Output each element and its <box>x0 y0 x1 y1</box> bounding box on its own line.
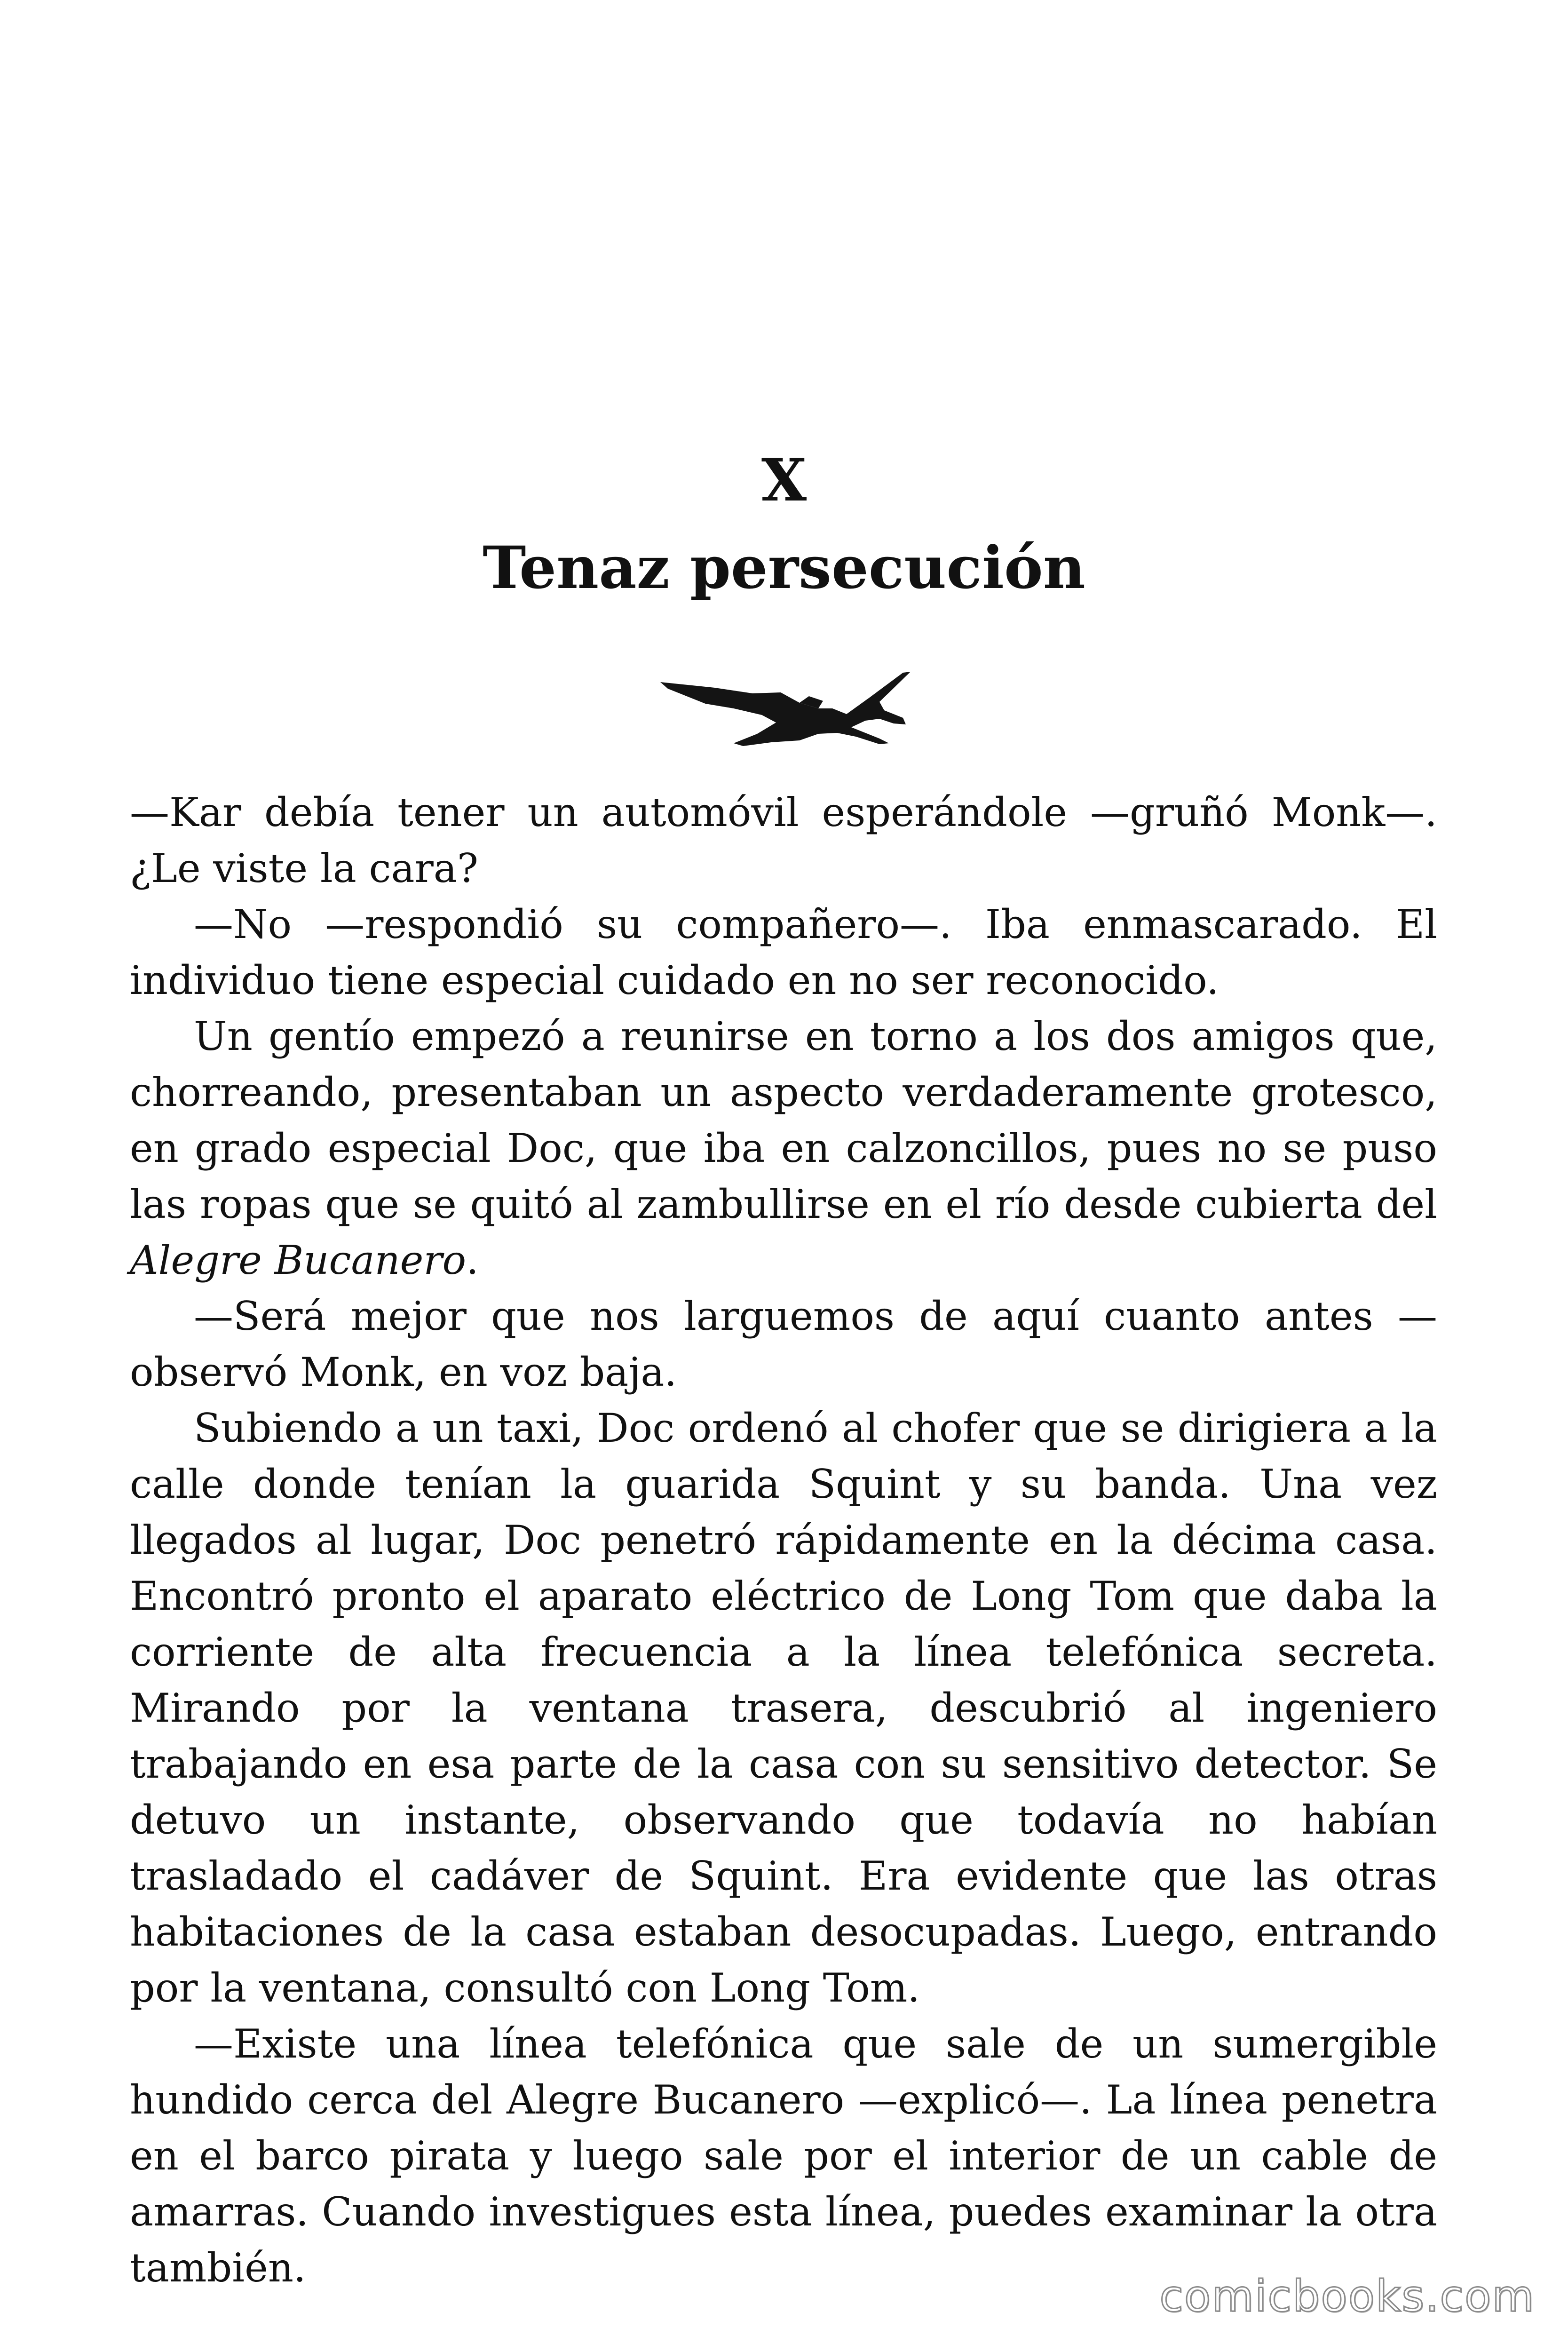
ship-name-italic: Alegre Bucanero <box>130 1237 467 1283</box>
paragraph-text: —Kar debía tener un automóvil esperándole —gruñó Monk—. ¿Le viste la cara? <box>130 789 1437 891</box>
paragraph-text: —No —respondió su compañero—. Iba enmascarado. El individuo tiene especial cuidado en no ser reconocido. <box>130 901 1437 1003</box>
paragraph-text: Un gentío empezó a reunirse en torno a los dos amigos que, chorreando, presentaban un aspecto verdaderamente grotesco, en grado especial Doc, que iba en calzoncillos, pues no se puso las ropas que se quitó al zambullirse en el río desde cubierta del <box>130 1013 1437 1227</box>
paragraph <box>130 2016 1437 2296</box>
paragraph <box>130 897 1437 1009</box>
paragraph <box>130 1400 1437 2016</box>
paragraph-text: —Será mejor que nos larguemos de aquí cuanto antes —observó Monk, en voz baja. <box>130 1293 1437 1395</box>
flying-bird-ornament-icon <box>658 663 912 757</box>
chapter-title: Tenaz persecución <box>483 534 1085 602</box>
watermark: comicbooks.com <box>1159 2271 1535 2321</box>
paragraph <box>130 1288 1437 1400</box>
paragraph-text-end: . <box>466 1237 479 1283</box>
paragraph <box>130 1009 1437 1288</box>
paragraph <box>130 785 1437 897</box>
body-text <box>130 785 1437 2296</box>
paragraph-text: Subiendo a un taxi, Doc ordenó al chofer que se dirigiera a la calle donde tenían la guarida Squint y su banda. Una vez llegados al lugar, Doc penetró rápidamente en la décima casa. Encontró pronto el aparato eléctrico de Long Tom que daba la corriente de alta frecuencia a la línea telefónica secreta. Mirando por la ventana trasera, descubrió al ingeniero trabajando en esa parte de la casa con su sensitivo detector. Se detuvo un instante, observando que todavía no habían trasladado el cadáver de Squint. Era evidente que las otras habitaciones de la casa estaban desocupadas. Luego, entrando por la ventana, consultó con Long Tom. <box>130 1405 1437 2011</box>
chapter-number: X <box>761 446 807 515</box>
paragraph-text: —Existe una línea telefónica que sale de un sumergible hundido cerca del Alegre Bucanero —explicó—. La línea penetra en el barco pirata y luego sale por el interior de un cable de amarras. Cuando investigues esta línea, puedes examinar la otra también. <box>130 2021 1437 2291</box>
